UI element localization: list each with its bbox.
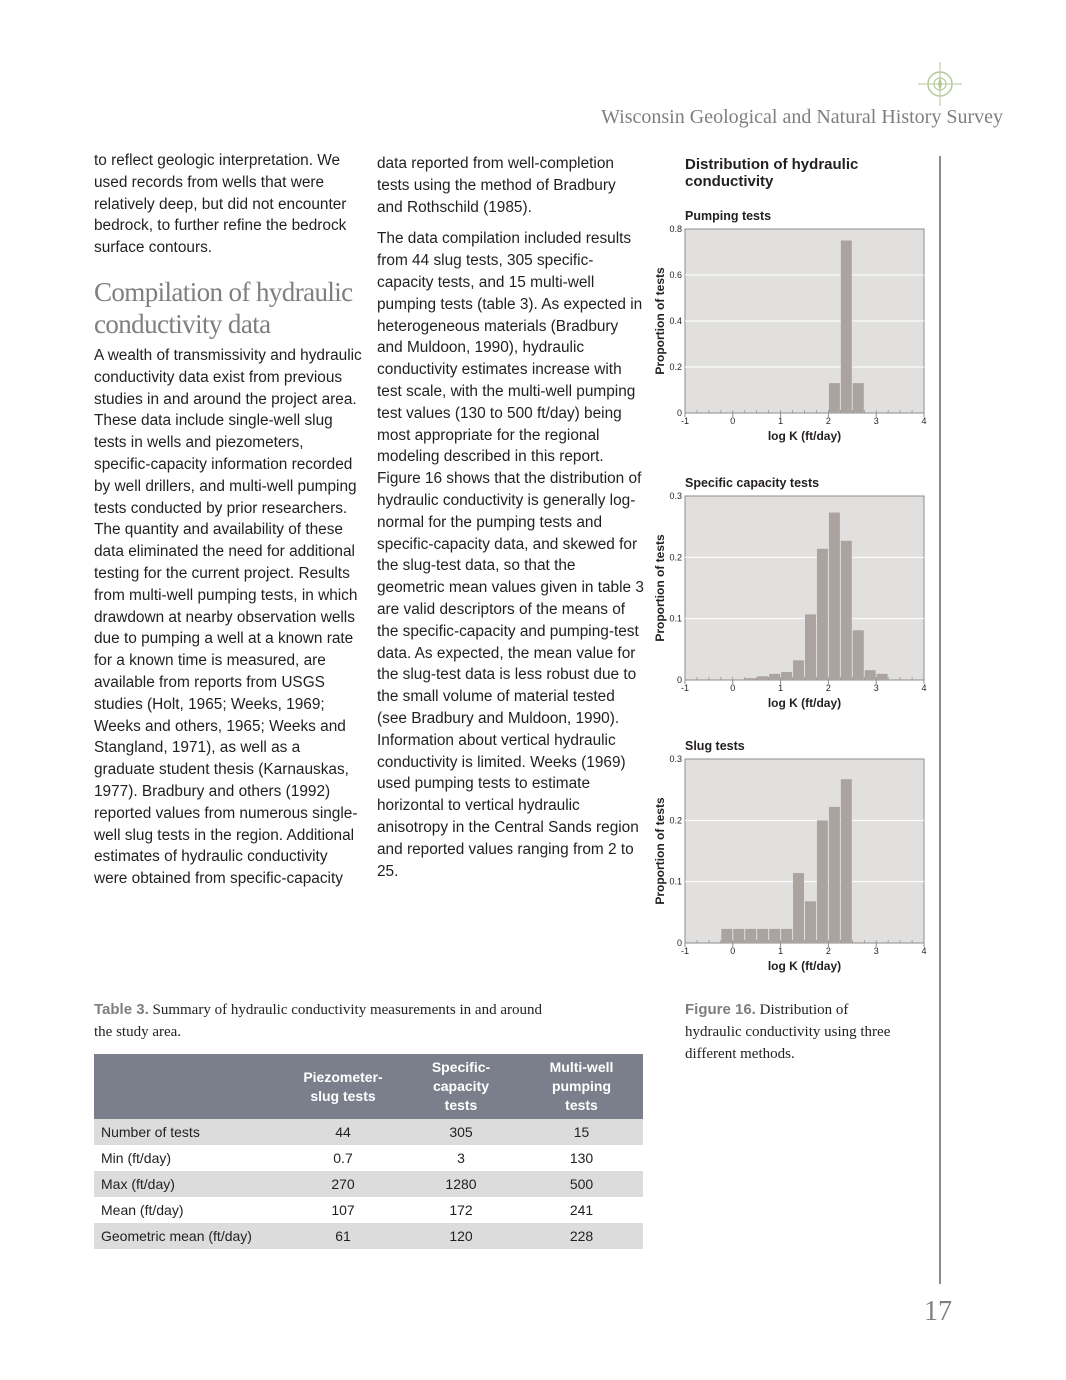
x-tick-label: 4 bbox=[921, 946, 927, 956]
publisher-header: Wisconsin Geological and Natural History Survey bbox=[601, 106, 1003, 128]
table-cell: 130 bbox=[569, 1150, 594, 1166]
x-tick-label: 3 bbox=[873, 416, 879, 426]
histogram-bar bbox=[817, 549, 828, 680]
histogram-bar bbox=[829, 513, 840, 680]
y-axis-label: Proportion of tests bbox=[653, 534, 667, 642]
header-multiwell: Multi-well pumping tests bbox=[549, 1059, 614, 1113]
x-tick-label: 2 bbox=[825, 946, 831, 956]
table-header-cell bbox=[520, 1054, 643, 1119]
histogram-bar bbox=[757, 929, 768, 943]
x-tick-label: 1 bbox=[778, 946, 784, 956]
histogram-bar bbox=[733, 929, 744, 943]
x-tick-label: 2 bbox=[825, 683, 831, 693]
x-tick-label: 0 bbox=[730, 416, 736, 426]
table-cell: 15 bbox=[520, 1119, 643, 1145]
y-tick-label: 0 bbox=[676, 675, 682, 685]
histogram-bar bbox=[829, 807, 840, 943]
figure-title: Distribution of hydraulic conductivity bbox=[685, 156, 859, 190]
histogram-bar bbox=[721, 929, 732, 943]
chart-title: Specific capacity tests bbox=[685, 476, 820, 490]
table-cell: 107 bbox=[331, 1202, 355, 1218]
histogram-bar bbox=[865, 670, 876, 680]
chart-title: Slug tests bbox=[685, 739, 745, 753]
histogram-bar bbox=[841, 779, 852, 943]
x-tick-label: 3 bbox=[873, 683, 879, 693]
table-cell: 120 bbox=[402, 1223, 520, 1249]
table-caption bbox=[94, 999, 554, 1043]
text-column-2 bbox=[377, 153, 645, 892]
x-tick-label: -1 bbox=[680, 683, 690, 693]
x-axis-label: log K (ft/day) bbox=[767, 959, 842, 973]
y-tick-label: 0.3 bbox=[669, 491, 682, 501]
histogram-bar bbox=[745, 929, 756, 943]
y-axis-label: Proportion of tests bbox=[653, 797, 667, 905]
x-tick-label: -1 bbox=[680, 946, 690, 956]
table-cell: 0.7 bbox=[333, 1150, 353, 1166]
table-caption-text: Summary of hydraulic conductivity measurements in and around the study area. bbox=[94, 1002, 542, 1040]
table-row bbox=[94, 1119, 643, 1145]
y-tick-label: 0.8 bbox=[669, 224, 682, 234]
table-cell: Number of tests bbox=[94, 1119, 284, 1145]
col1-intro-paragraph: to reflect geologic interpretation. We used records from wells that were relatively deep, but did not encounter bedrock, to further refine the bedrock surface contours. bbox=[94, 152, 347, 257]
plot-area bbox=[685, 759, 924, 943]
text-column-1 bbox=[94, 150, 362, 900]
table-cell: 1280 bbox=[402, 1171, 520, 1197]
histogram-bar bbox=[841, 541, 852, 680]
histogram-bar bbox=[745, 678, 756, 680]
table-cell: 270 bbox=[284, 1171, 402, 1197]
histogram-bar bbox=[781, 929, 792, 943]
col2-paragraph-2: The data compilation included results from 44 slug tests, 305 specific-capacity tests, and 15 multi-well pumping tests (table 3). As expected in heterogeneous materials (Bradbury and Muldoon, 1990), hydraulic conductivity estimates increase with test scale, with the multi-well pumping test values (130 to 500 ft/day) being most appropriate for the regional modeling described in this report. Figure 16 shows that the distribution of hydraulic conductivity is generally log-normal for the pumping tests and specific-capacity data, and skewed for the slug-test data, so that the geometric mean values given in table 3 are valid descriptors of the means of the specific-capacity and pumping-test data. As expected, the mean value for the slug-test data is less robust due to the small volume of material tested (see Bradbury and Muldoon, 1990). Information about vertical hydraulic conductivity is limited. Weeks (1969) used pumping tests to estimate horizontal to vertical hydraulic anisotropy in the Central Sands region and reported values ranging from 2 to 25. bbox=[377, 230, 644, 880]
y-tick-label: 0.1 bbox=[669, 876, 682, 887]
y-tick-label: 0.4 bbox=[669, 316, 682, 326]
histogram-bar bbox=[793, 660, 804, 680]
table-cell: Mean (ft/day) bbox=[101, 1202, 184, 1218]
table-caption-label: Table 3. bbox=[94, 1001, 149, 1018]
table-cell: Geometric mean (ft/day) bbox=[94, 1223, 284, 1249]
header-slug: Piezometer-slug tests bbox=[303, 1068, 383, 1104]
y-axis-label: Proportion of tests bbox=[653, 267, 667, 375]
table-cell: 241 bbox=[569, 1202, 594, 1218]
x-tick-label: 1 bbox=[778, 416, 784, 426]
table-row bbox=[94, 1223, 643, 1249]
table-header-cell bbox=[284, 1054, 402, 1119]
y-tick-label: 0.2 bbox=[669, 362, 682, 372]
section-heading: Compilation of hydraulic conductivity data bbox=[94, 276, 353, 339]
table-cell: 305 bbox=[402, 1119, 520, 1145]
plot-area bbox=[685, 496, 924, 680]
x-tick-label: 1 bbox=[778, 683, 784, 693]
histogram-bar bbox=[853, 630, 864, 680]
histogram-bar bbox=[757, 676, 768, 680]
x-tick-label: 0 bbox=[730, 683, 736, 693]
table-header-cell bbox=[402, 1054, 520, 1119]
figure-caption bbox=[685, 999, 895, 1065]
histogram-bar bbox=[769, 674, 780, 680]
histogram-bar bbox=[781, 672, 792, 680]
figure-caption-text: Distribution of hydraulic conductivity using three different methods. bbox=[685, 1002, 891, 1062]
table-cell: 500 bbox=[520, 1171, 643, 1197]
figure-caption-label: Figure 16. bbox=[685, 1001, 756, 1018]
table-row bbox=[94, 1197, 643, 1223]
x-tick-label: 0 bbox=[730, 946, 736, 956]
x-tick-label: -1 bbox=[680, 416, 690, 426]
histogram-bar bbox=[769, 929, 780, 943]
y-tick-label: 0.6 bbox=[669, 270, 682, 280]
table-cell: 228 bbox=[520, 1223, 643, 1249]
table-cell: 3 bbox=[457, 1150, 465, 1166]
histogram-bar bbox=[805, 614, 816, 680]
histogram-bar bbox=[817, 820, 828, 943]
col2-paragraph-1: data reported from well-completion tests using the method of Bradbury and Rothschild (1985). bbox=[377, 155, 616, 216]
histogram-bar bbox=[829, 383, 840, 413]
x-tick-label: 2 bbox=[825, 416, 831, 426]
table-cell: 44 bbox=[284, 1119, 402, 1145]
x-tick-label: 3 bbox=[873, 946, 879, 956]
header-specific: Specific-capacity tests bbox=[431, 1059, 491, 1113]
y-tick-label: 0.2 bbox=[669, 552, 682, 563]
x-tick-label: 4 bbox=[921, 683, 927, 693]
histogram-bar bbox=[853, 383, 864, 413]
y-tick-label: 0.3 bbox=[669, 754, 682, 764]
x-axis-label: log K (ft/day) bbox=[767, 429, 842, 443]
summary-table bbox=[94, 1054, 643, 1249]
col1-body-paragraph: A wealth of transmissivity and hydraulic conductivity data exist from previous studies in and around the project area. These data include single-well slug tests in wells and piezometers, specific-capacity information recorded by well drillers, and multi-well pumping tests conducted by prior researchers. The quantity and availability of these data eliminated the need for additional testing for the current project. Results from multi-well pumping tests, in which drawdown at nearby observation wells due to pumping a well at a known rate for a known time is measured, are available from reports from USGS studies (Holt, 1965; Weeks, 1969; Weeks and others, 1965; Weeks and Stangland, 1971), as well as a graduate student thesis (Karnauskas, 1977). Bradbury and others (1992) reported values from numerous single-well slug tests in the region. Additional estimates of hydraulic conductivity were obtained from specific-capacity bbox=[94, 346, 362, 888]
histogram-bar bbox=[805, 901, 816, 943]
chart-title: Pumping tests bbox=[685, 209, 772, 223]
y-tick-label: 0 bbox=[676, 408, 682, 418]
table-cell: 172 bbox=[449, 1202, 473, 1218]
table-row bbox=[94, 1171, 643, 1197]
histogram-bar bbox=[793, 873, 804, 943]
histogram-bar bbox=[877, 674, 888, 680]
table-cell: Max (ft/day) bbox=[94, 1171, 284, 1197]
y-tick-label: 0 bbox=[676, 938, 682, 948]
table-cell: 61 bbox=[284, 1223, 402, 1249]
table-header-row bbox=[94, 1054, 643, 1119]
y-tick-label: 0.2 bbox=[669, 815, 682, 826]
table-header-cell bbox=[94, 1054, 284, 1119]
y-tick-label: 0.1 bbox=[669, 613, 682, 624]
x-axis-label: log K (ft/day) bbox=[767, 696, 842, 710]
page-number: 17 bbox=[924, 1296, 952, 1327]
table-cell: Min (ft/day) bbox=[101, 1150, 172, 1166]
histogram-charts bbox=[640, 200, 940, 985]
survey-logo-icon bbox=[918, 62, 962, 106]
x-tick-label: 4 bbox=[921, 416, 927, 426]
table-row bbox=[94, 1145, 643, 1171]
histogram-bar bbox=[841, 241, 852, 414]
